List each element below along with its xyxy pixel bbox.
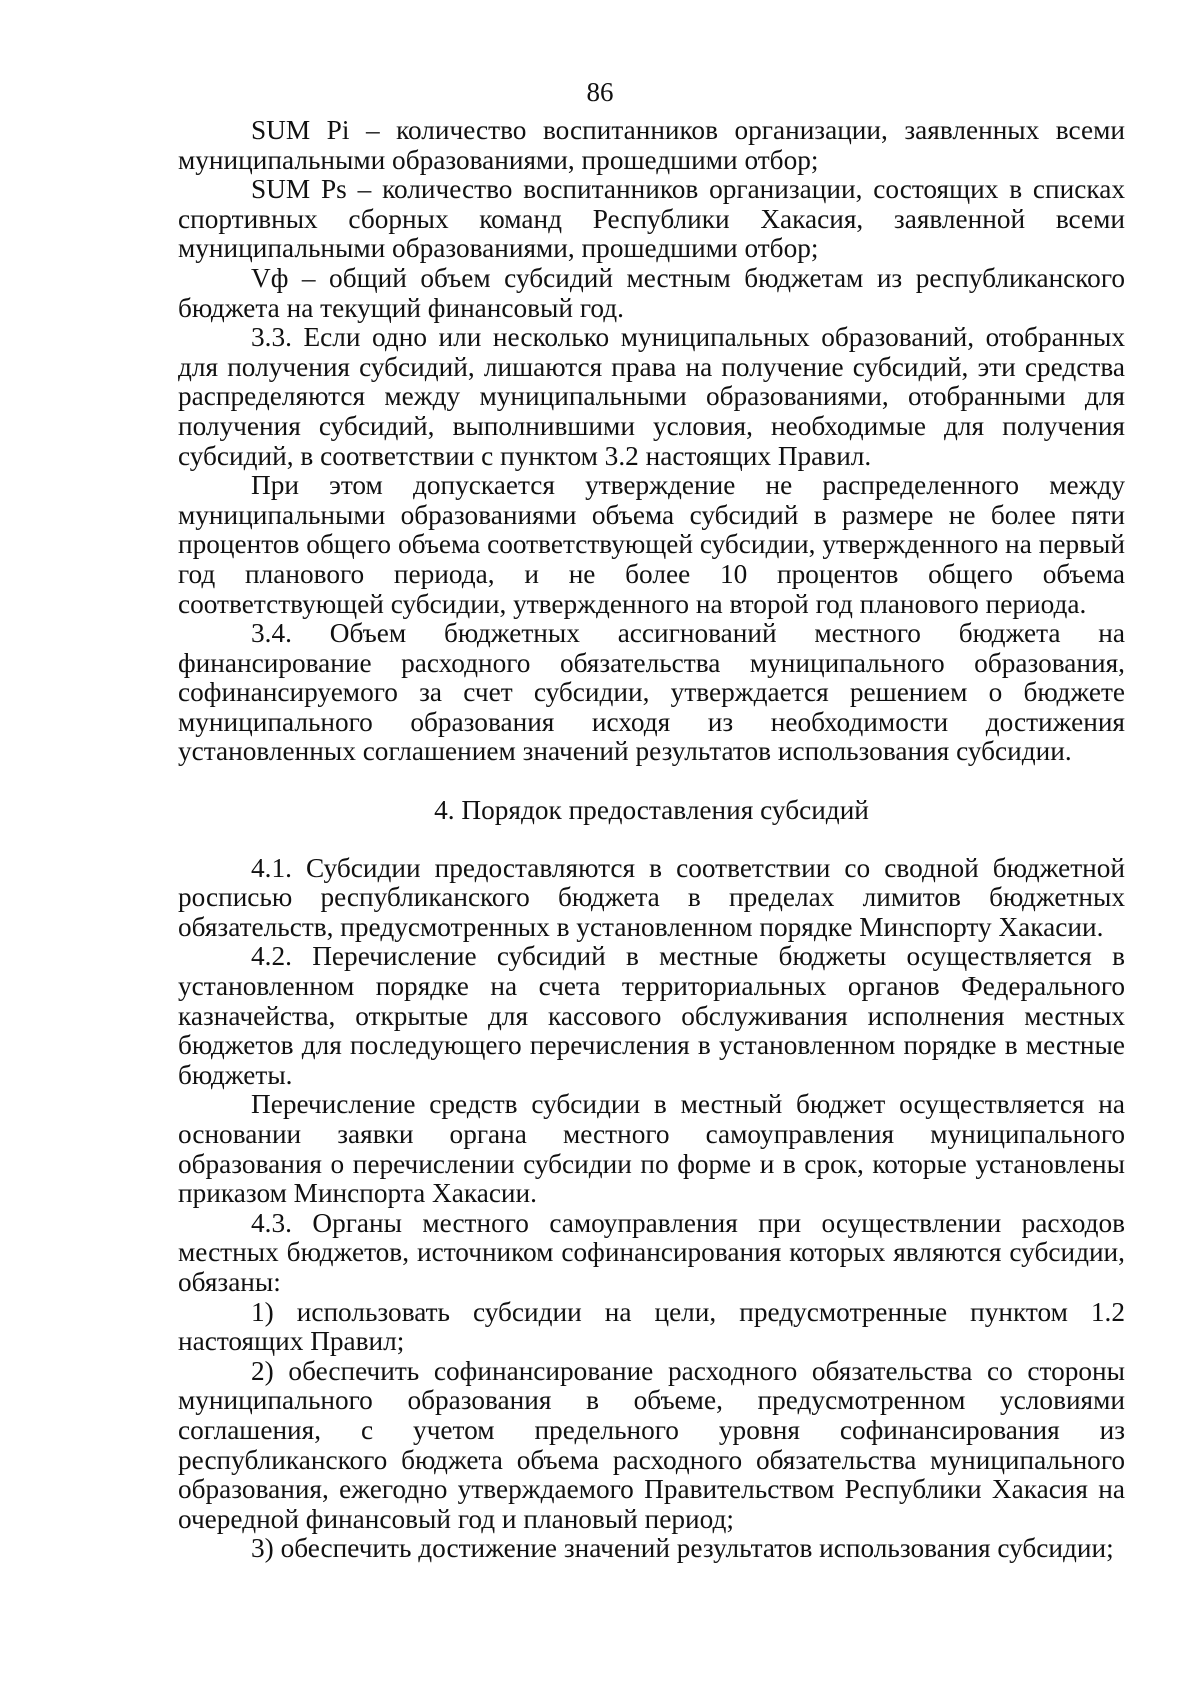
paragraph-3-4: 3.4. Объем бюджетных ассигнований местного бюджета на финансирование расходного обязательства муниципального образования, софинансируемого за счет субсидии, утверждается решением о бюджете муниципального образования исходя из необходимости достижения установленных соглашением значений результатов использования субсидии.	[178, 618, 1125, 767]
paragraph-item-2: 2) обеспечить софинансирование расходного обязательства со стороны муниципального образования в объеме, предусмотренном условиями соглашения, с учетом предельного уровня софинансирования из республиканского бюджета объема расходного обязательства муниципального образования, ежегодно утверждаемого Правительством Республики Хакасия на очередной финансовый год и плановый период;	[178, 1355, 1125, 1534]
page-number: 86	[586, 77, 614, 107]
paragraph-item-1: 1) использовать субсидии на цели, предусмотренные пунктом 1.2 настоящих Правил;	[178, 1296, 1125, 1357]
paragraph-3-3-note: При этом допускается утверждение не распределенного между муниципальными образованиями объема субсидий в размере не более пяти процентов общего объема соответствующей субсидии, утвержденного на первый год планового периода, и не более 10 процентов общего объема соответствующей субсидии, утвержденного на второй год планового периода.	[178, 470, 1125, 619]
paragraph-sum-pi: SUM Pi – количество воспитанников организации, заявленных всеми муниципальными образованиями, прошедшими отбор;	[178, 115, 1125, 175]
paragraph-vf: Vф – общий объем субсидий местным бюджетам из республиканского бюджета на текущий финансовый год.	[178, 262, 1125, 323]
document-body	[178, 116, 1125, 1564]
section-heading: 4. Порядок предоставления субсидий	[434, 795, 869, 826]
paragraph-4-2: 4.2. Перечисление субсидий в местные бюджеты осуществляется в установленном порядке на счета территориальных органов Федерального казначейства, открытые для кассового обслуживания исполнения местных бюджетов для последующего перечисления в установленном порядке в местные бюджеты.	[178, 941, 1125, 1090]
paragraph-4-3: 4.3. Органы местного самоуправления при осуществлении расходов местных бюджетов, источником софинансирования которых являются субсидии, обязаны:	[178, 1207, 1125, 1297]
paragraph-item-3: 3) обеспечить достижение значений результатов использования субсидии;	[251, 1533, 1114, 1564]
paragraph-4-1: 4.1. Субсидии предоставляются в соответствии со сводной бюджетной росписью республиканского бюджета в пределах лимитов бюджетных обязательств, предусмотренных в установленном порядке Минспорту Хакасии.	[178, 852, 1125, 942]
paragraph-transfer-request: Перечисление средств субсидии в местный бюджет осуществляется на основании заявки органа местного самоуправления муниципального образования о перечислении субсидии по форме и в срок, которые установлены приказом Минспорта Хакасии.	[178, 1089, 1125, 1209]
paragraph-sum-ps: SUM Ps – количество воспитанников организации, состоящих в списках спортивных сборных команд Республики Хакасия, заявленной всеми муниципальными образованиями, прошедшими отбор;	[178, 174, 1125, 264]
paragraph-3-3: 3.3. Если одно или несколько муниципальных образований, отобранных для получения субсидий, лишаются права на получение субсидий, эти средства распределяются между муниципальными образованиями, отобранными для получения субсидий, выполнившими условия, необходимые для получения субсидий, в соответствии с пунктом 3.2 настоящих Правил.	[178, 322, 1125, 471]
